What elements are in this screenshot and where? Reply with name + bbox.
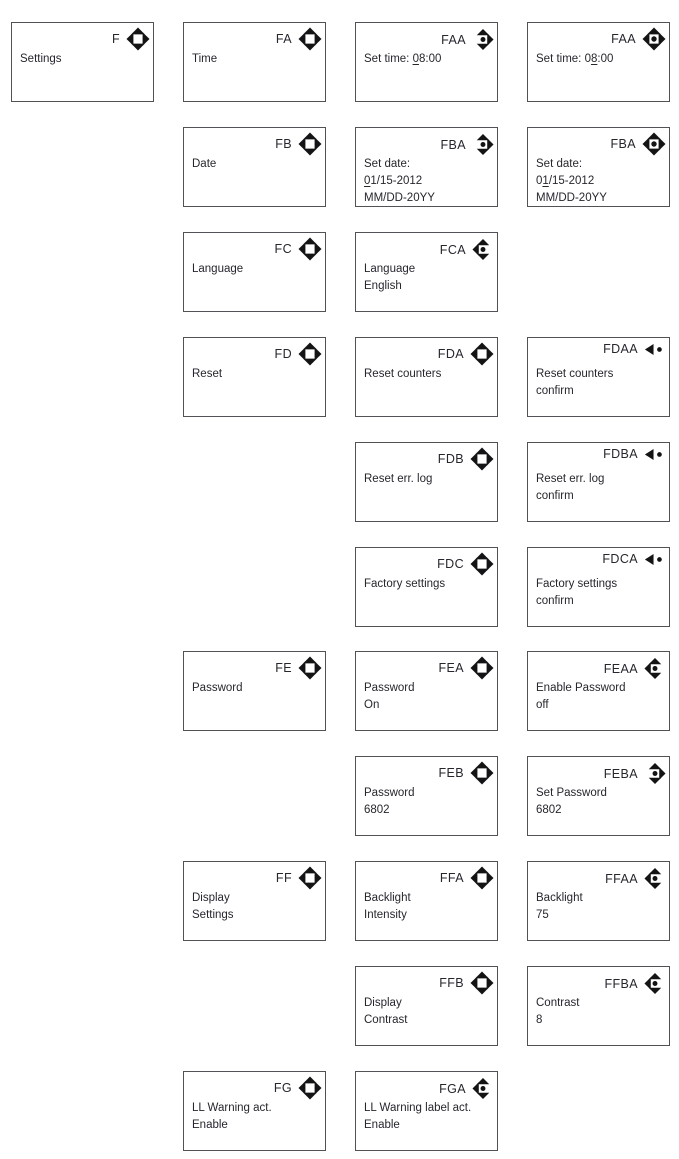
nav-pad-4way-icon bbox=[298, 656, 322, 680]
text-segment: Display bbox=[192, 892, 230, 904]
nav-left-up-down-select-icon bbox=[472, 1076, 494, 1101]
nav-pad-4way-icon bbox=[470, 342, 494, 366]
screen-code: FEBA bbox=[603, 766, 638, 781]
screen-header bbox=[605, 866, 666, 891]
screen-code: FB bbox=[275, 137, 292, 151]
text-segment: Factory settings bbox=[364, 578, 446, 590]
text-segment: Factory settings bbox=[536, 578, 618, 590]
screen-fa bbox=[183, 22, 326, 102]
screen-text-line bbox=[192, 890, 320, 907]
screen-text-line bbox=[364, 680, 492, 697]
screen-text-line bbox=[536, 593, 664, 610]
nav-pad-4way-select-icon bbox=[642, 132, 666, 156]
screen-text-line bbox=[536, 1012, 664, 1029]
screen-header bbox=[441, 27, 494, 52]
screen-text-line bbox=[536, 697, 664, 714]
text-segment: Reset err. log bbox=[536, 473, 605, 485]
text-segment: On bbox=[364, 699, 380, 711]
screen-text-line bbox=[192, 156, 320, 173]
text-segment: Reset counters bbox=[536, 368, 614, 380]
nav-pad-4way-icon bbox=[126, 27, 150, 51]
screen-header bbox=[610, 132, 666, 156]
screen-text-line bbox=[536, 471, 664, 488]
text-segment: Language bbox=[364, 263, 416, 275]
nav-pad-4way-select-icon bbox=[642, 27, 666, 51]
screen-code: FFA bbox=[439, 871, 464, 885]
screen-code: FEB bbox=[438, 766, 464, 780]
text-segment: 8:00 bbox=[418, 53, 442, 65]
screen-header bbox=[275, 237, 322, 261]
screen-text-line bbox=[536, 995, 664, 1012]
screen-ff bbox=[183, 861, 326, 941]
screen-faa bbox=[527, 22, 670, 102]
screen-fe bbox=[183, 651, 326, 731]
text-segment: 75 bbox=[536, 909, 549, 921]
screen-feba bbox=[527, 756, 670, 836]
text-segment: Settings bbox=[20, 53, 62, 65]
screen-text-line bbox=[192, 51, 320, 68]
text-segment: Backlight bbox=[536, 892, 583, 904]
screen-ffaa bbox=[527, 861, 670, 941]
screen-text-line bbox=[536, 907, 664, 924]
screen-text-line bbox=[364, 1117, 492, 1134]
screen-header bbox=[438, 447, 494, 471]
text-segment: 1/15-2012 bbox=[370, 175, 423, 187]
screen-f bbox=[11, 22, 154, 102]
text-segment: MM/DD-20YY bbox=[536, 192, 607, 204]
text-segment: confirm bbox=[536, 595, 574, 607]
screen-fc bbox=[183, 232, 326, 312]
edit-cursor-char: 0 bbox=[364, 175, 371, 187]
screen-text-line bbox=[536, 680, 664, 697]
screen-text-line bbox=[364, 366, 492, 383]
nav-pad-4way-icon bbox=[470, 656, 494, 680]
screen-code: FCA bbox=[439, 242, 466, 257]
nav-left-up-down-select-icon bbox=[472, 237, 494, 262]
edit-cursor-char: 1 bbox=[542, 175, 549, 187]
screen-text-line bbox=[20, 51, 148, 68]
screen-header bbox=[440, 866, 494, 890]
screen-feb bbox=[355, 756, 498, 836]
screen-code: FC bbox=[274, 242, 292, 256]
text-segment: LL Warning label act. bbox=[364, 1102, 472, 1114]
nav-back-left-select-icon bbox=[644, 448, 666, 461]
screen-fda bbox=[355, 337, 498, 417]
screen-code: FA bbox=[275, 32, 292, 46]
screen-header bbox=[611, 27, 666, 51]
text-segment: Set date: bbox=[536, 158, 583, 170]
nav-left-up-down-select-icon bbox=[644, 971, 666, 996]
screen-text-line bbox=[364, 802, 492, 819]
text-segment: :00 bbox=[597, 53, 614, 65]
screen-feaa bbox=[527, 651, 670, 731]
text-segment: Intensity bbox=[364, 909, 407, 921]
text-segment: confirm bbox=[536, 490, 574, 502]
nav-pad-4way-icon bbox=[470, 866, 494, 890]
screen-code: F bbox=[111, 32, 120, 46]
text-segment: 8 bbox=[536, 1014, 543, 1026]
nav-up-down-right-select-icon bbox=[472, 132, 494, 157]
text-segment: Reset err. log bbox=[364, 473, 433, 485]
screen-text-line bbox=[536, 383, 664, 400]
screen-header bbox=[438, 342, 494, 366]
screen-header bbox=[602, 552, 666, 566]
screen-text-line bbox=[364, 471, 492, 488]
text-segment: Settings bbox=[192, 909, 234, 921]
screen-text-line bbox=[364, 173, 492, 190]
nav-pad-4way-icon bbox=[298, 27, 322, 51]
text-segment: Password bbox=[364, 682, 415, 694]
screen-code: FDC bbox=[437, 557, 464, 571]
text-segment: Reset counters bbox=[364, 368, 442, 380]
screen-text-line bbox=[536, 51, 664, 68]
text-segment: Language bbox=[192, 263, 244, 275]
nav-up-down-right-select-icon bbox=[472, 27, 494, 52]
screen-code: FEAA bbox=[603, 661, 638, 676]
screen-header bbox=[440, 132, 494, 157]
screen-text-line bbox=[364, 890, 492, 907]
text-segment: English bbox=[364, 280, 402, 292]
screen-text-line bbox=[364, 278, 492, 295]
screen-header bbox=[604, 761, 666, 786]
screen-fdca bbox=[527, 547, 670, 627]
screen-code: FAA bbox=[441, 32, 466, 47]
text-segment: MM/DD-20YY bbox=[364, 192, 435, 204]
text-segment: Password bbox=[364, 787, 415, 799]
text-segment: Date bbox=[192, 158, 217, 170]
screen-code: FG bbox=[273, 1081, 292, 1095]
nav-pad-4way-icon bbox=[470, 552, 494, 576]
screen-text-line bbox=[364, 907, 492, 924]
screen-faa bbox=[355, 22, 498, 102]
nav-up-down-right-select-icon bbox=[644, 761, 666, 786]
screen-code: FDCA bbox=[602, 552, 638, 566]
screen-header bbox=[438, 656, 494, 680]
screen-fga bbox=[355, 1071, 498, 1151]
screen-text-line bbox=[364, 1100, 492, 1117]
screen-fg bbox=[183, 1071, 326, 1151]
text-segment: Set Password bbox=[536, 787, 607, 799]
screen-text-line bbox=[192, 1100, 320, 1117]
screen-text-line bbox=[364, 51, 492, 68]
text-segment: Display bbox=[364, 997, 402, 1009]
screen-ffba bbox=[527, 966, 670, 1046]
screen-header bbox=[604, 656, 666, 681]
screen-text-line bbox=[536, 366, 664, 383]
screen-header bbox=[603, 342, 666, 356]
text-segment: Password bbox=[192, 682, 243, 694]
screen-fba bbox=[527, 127, 670, 207]
text-segment: Contrast bbox=[536, 997, 580, 1009]
screen-fba bbox=[355, 127, 498, 207]
screen-text-line bbox=[364, 1012, 492, 1029]
text-segment: Enable bbox=[364, 1119, 400, 1131]
nav-back-left-select-icon bbox=[644, 343, 666, 356]
screen-text-line bbox=[192, 366, 320, 383]
screen-text-line bbox=[364, 261, 492, 278]
screen-code: FD bbox=[274, 347, 292, 361]
screen-ffa bbox=[355, 861, 498, 941]
text-segment: Contrast bbox=[364, 1014, 408, 1026]
screen-fd bbox=[183, 337, 326, 417]
nav-pad-4way-icon bbox=[298, 237, 322, 261]
nav-pad-4way-icon bbox=[470, 971, 494, 995]
nav-pad-4way-icon bbox=[298, 1076, 322, 1100]
screen-fb bbox=[183, 127, 326, 207]
screen-fdc bbox=[355, 547, 498, 627]
screen-header bbox=[440, 237, 494, 262]
text-segment: 6802 bbox=[364, 804, 390, 816]
screen-header bbox=[439, 971, 494, 995]
screen-header bbox=[275, 342, 322, 366]
screen-code: FFB bbox=[439, 976, 464, 990]
screen-text-line bbox=[364, 156, 492, 173]
screen-ffb bbox=[355, 966, 498, 1046]
screen-text-line bbox=[192, 1117, 320, 1134]
screen-code: FDAA bbox=[603, 342, 638, 356]
screen-code: FFAA bbox=[605, 871, 638, 886]
nav-back-left-select-icon bbox=[644, 553, 666, 566]
screen-header bbox=[439, 1076, 494, 1101]
screen-code: FGA bbox=[439, 1081, 466, 1096]
text-segment: off bbox=[536, 699, 549, 711]
screen-code: FE bbox=[275, 661, 292, 675]
text-segment: Set time: bbox=[364, 53, 413, 65]
text-segment: 6802 bbox=[536, 804, 562, 816]
screen-text-line bbox=[192, 680, 320, 697]
screen-code: FBA bbox=[610, 137, 636, 151]
screen-text-line bbox=[364, 697, 492, 714]
text-segment: Time bbox=[192, 53, 218, 65]
screen-text-line bbox=[192, 261, 320, 278]
text-segment: 0 bbox=[536, 175, 543, 187]
screen-text-line bbox=[536, 576, 664, 593]
text-segment: Backlight bbox=[364, 892, 411, 904]
text-segment: Enable bbox=[192, 1119, 228, 1131]
text-segment: confirm bbox=[536, 385, 574, 397]
screen-text-line bbox=[364, 190, 492, 207]
text-segment: LL Warning act. bbox=[192, 1102, 272, 1114]
screen-text-line bbox=[536, 156, 664, 173]
nav-left-up-down-select-icon bbox=[644, 866, 666, 891]
screen-fea bbox=[355, 651, 498, 731]
screen-code: FEA bbox=[438, 661, 464, 675]
screen-header bbox=[603, 447, 666, 461]
text-segment: Set time: 0 bbox=[536, 53, 591, 65]
screen-header bbox=[604, 971, 666, 996]
screen-text-line bbox=[536, 488, 664, 505]
screen-code: FDB bbox=[437, 452, 464, 466]
screen-text-line bbox=[364, 576, 492, 593]
screen-fca bbox=[355, 232, 498, 312]
nav-pad-4way-icon bbox=[298, 132, 322, 156]
screen-code: FF bbox=[275, 871, 292, 885]
screen-header bbox=[438, 761, 494, 785]
screen-fdba bbox=[527, 442, 670, 522]
screen-code: FDA bbox=[437, 347, 464, 361]
nav-pad-4way-icon bbox=[298, 342, 322, 366]
screen-code: FAA bbox=[611, 32, 636, 46]
screen-text-line bbox=[192, 907, 320, 924]
screen-text-line bbox=[536, 802, 664, 819]
screen-fdb bbox=[355, 442, 498, 522]
screen-text-line bbox=[536, 173, 664, 190]
screen-text-line bbox=[364, 995, 492, 1012]
screen-code: FFBA bbox=[604, 976, 638, 991]
screen-text-line bbox=[536, 785, 664, 802]
screen-code: FBA bbox=[440, 137, 466, 152]
text-segment: Reset bbox=[192, 368, 223, 380]
nav-pad-4way-icon bbox=[470, 761, 494, 785]
text-segment: Set date: bbox=[364, 158, 411, 170]
screen-header bbox=[112, 27, 150, 51]
edit-cursor-char: 8 bbox=[590, 53, 598, 65]
screen-fdaa bbox=[527, 337, 670, 417]
screen-text-line bbox=[536, 890, 664, 907]
nav-pad-4way-icon bbox=[470, 447, 494, 471]
screen-header bbox=[275, 656, 322, 680]
text-segment: Enable Password bbox=[536, 682, 626, 694]
screen-code: FDBA bbox=[603, 447, 638, 461]
screen-header bbox=[437, 552, 494, 576]
screen-header bbox=[275, 132, 322, 156]
screen-header bbox=[274, 1076, 322, 1100]
screen-header bbox=[276, 27, 322, 51]
edit-cursor-char: 0 bbox=[412, 53, 419, 65]
nav-pad-4way-icon bbox=[298, 866, 322, 890]
nav-left-up-down-select-icon bbox=[644, 656, 666, 681]
screen-text-line bbox=[364, 785, 492, 802]
screen-text-line bbox=[536, 190, 664, 207]
text-segment: /15-2012 bbox=[548, 175, 595, 187]
screen-header bbox=[276, 866, 322, 890]
